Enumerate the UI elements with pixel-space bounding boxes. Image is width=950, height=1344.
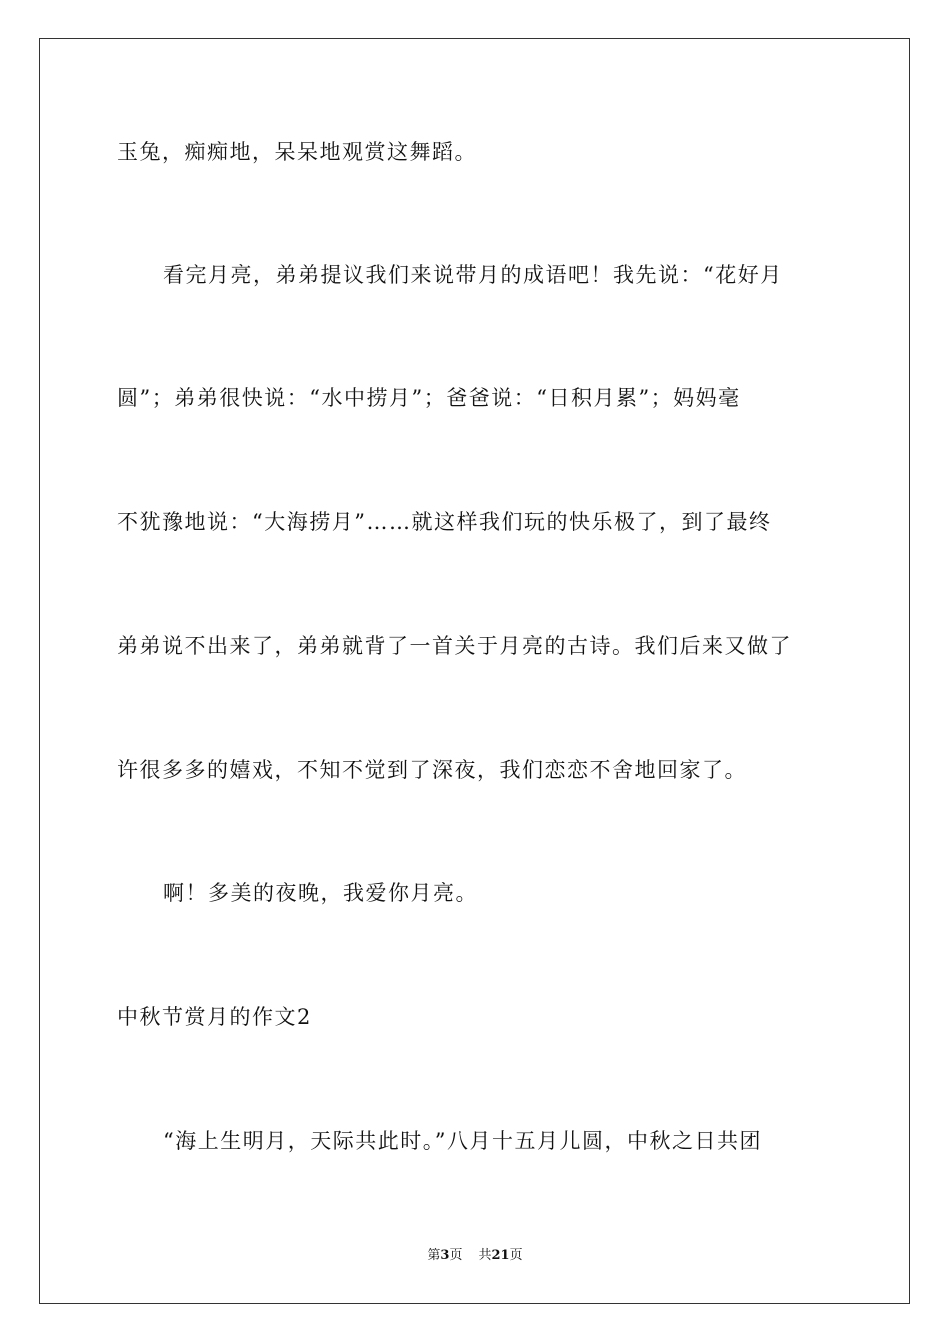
page-border [39,38,910,1304]
text-line-1: 玉兔，痴痴地，呆呆地观赏这舞蹈。 [117,140,477,164]
footer-page-prefix: 第 [427,1248,441,1263]
footer-page-suffix: 页 [449,1248,463,1263]
section-heading: 中秋节赏月的作文2 [117,1005,312,1029]
text-line-3: 圆”；弟弟很快说：“水中捞月”；爸爸说：“日积月累”；妈妈毫 [117,386,741,410]
text-line-9: “海上生明月，天际共此时。”八月十五月儿圆，中秋之日共团 [163,1129,762,1153]
footer-total-pages: 21 [491,1248,510,1263]
text-line-6: 许很多多的嬉戏，不知不觉到了深夜，我们恋恋不舍地回家了。 [117,758,747,782]
footer-total-suffix: 页 [509,1248,523,1263]
text-line-7: 啊！多美的夜晚，我爱你月亮。 [163,881,478,905]
text-line-5: 弟弟说不出来了，弟弟就背了一首关于月亮的古诗。我们后来又做了 [117,634,792,658]
footer-total-prefix: 共 [478,1248,492,1263]
footer-page-number: 3 [440,1248,450,1263]
text-line-2: 看完月亮，弟弟提议我们来说带月的成语吧！我先说：“花好月 [163,263,783,287]
page-footer [0,1247,950,1265]
text-line-4: 不犹豫地说：“大海捞月”……就这样我们玩的快乐极了，到了最终 [117,510,772,534]
